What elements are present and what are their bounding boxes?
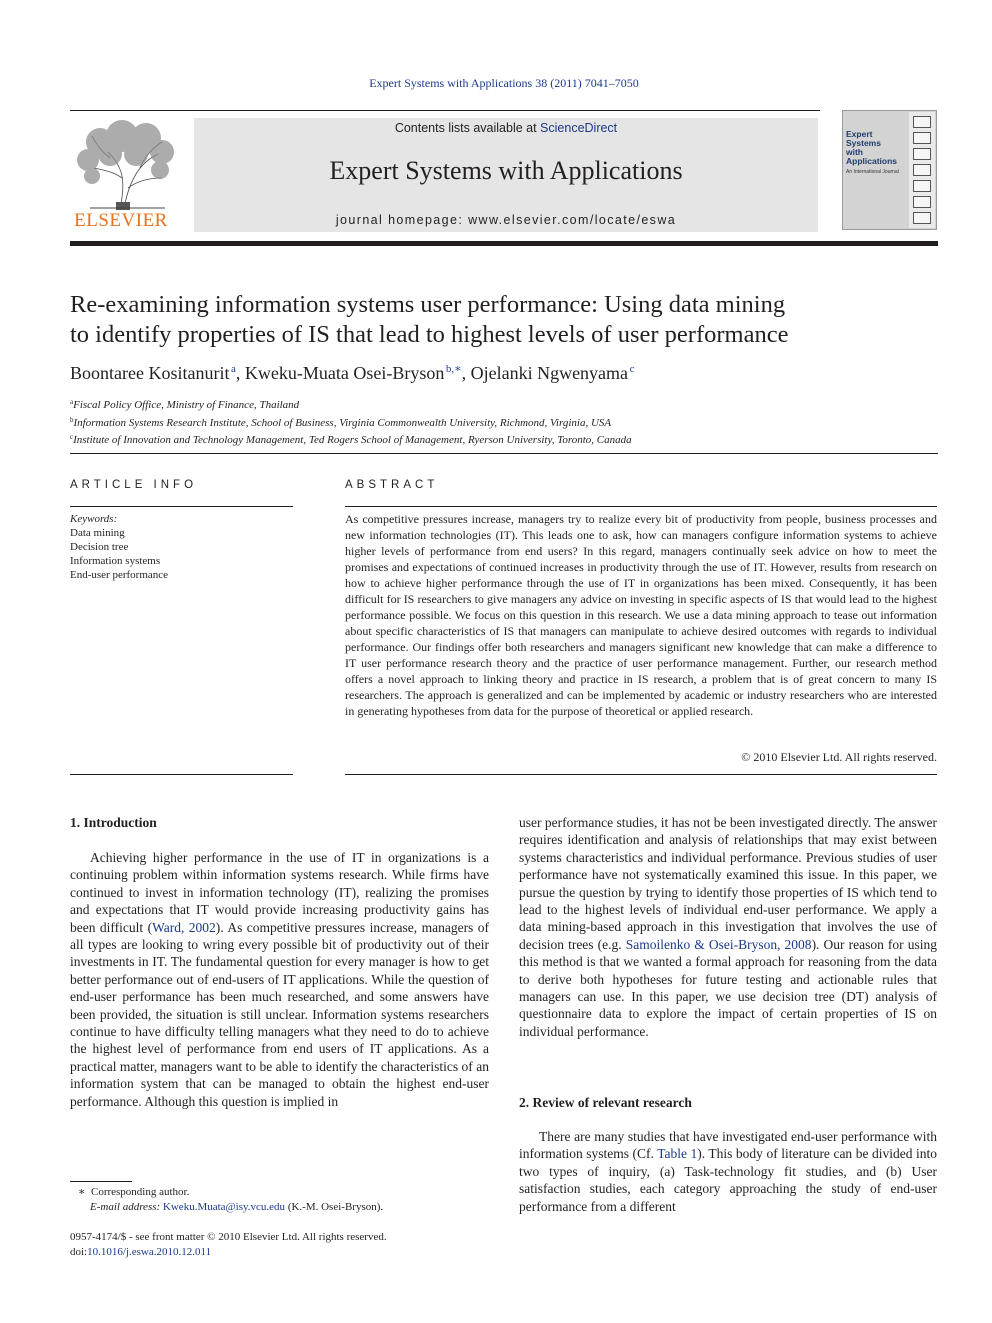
body-column-right-section2 xyxy=(519,1128,937,1215)
cover-pictogram-icon xyxy=(913,132,931,144)
cover-pictogram-icon xyxy=(913,196,931,208)
keyword: End-user performance xyxy=(70,569,169,581)
affiliation-item xyxy=(70,413,938,431)
affiliation-item xyxy=(70,395,938,413)
cover-pictogram-icon xyxy=(913,212,931,224)
abstract-rule xyxy=(345,506,937,507)
paragraph-text: ). Our reason for using this method is that we wanted a formal approach for reasoning from the data to derive both hypotheses for future testing and actionable rules that managers can use. In this paper, we use decision tree (DT) analysis of questionnaire data to explore the impact of certain properties of IS on individual performance. xyxy=(519,936,937,1039)
citation-link[interactable]: Samoilenko & Osei-Bryson, 2008 xyxy=(625,936,812,952)
keywords-label: Keywords: xyxy=(70,513,118,525)
table-reference-link[interactable]: Table 1 xyxy=(657,1146,698,1162)
journal-title: Expert Systems with Applications xyxy=(329,156,683,185)
affiliation-marker: b xyxy=(70,415,74,424)
doi-label: doi: xyxy=(70,1245,88,1258)
email-label: E-mail address: xyxy=(90,1201,161,1213)
keyword: Decision tree xyxy=(70,541,129,553)
cover-pictogram-icon xyxy=(913,116,931,128)
cover-title-line: Systems xyxy=(846,138,881,148)
article-info-heading: ARTICLE INFO xyxy=(70,479,198,491)
article-info-rule xyxy=(70,506,293,507)
corresponding-author-footnote xyxy=(70,1185,490,1215)
paragraph xyxy=(70,849,489,1110)
journal-cover-subtitle: An International Journal xyxy=(846,169,899,175)
affiliation-text: Information Systems Research Institute, School of Business, Virginia Commonwealth University, Richmond, Virginia, USA xyxy=(73,416,612,429)
cover-title-line: Applications xyxy=(846,156,898,166)
paragraph xyxy=(519,814,937,1040)
journal-homepage[interactable]: journal homepage: www.elsevier.com/locate/eswa xyxy=(335,213,677,227)
author-name: Kweku-Muata Osei-Bryson xyxy=(244,363,445,383)
author-affiliation-marker[interactable]: c xyxy=(629,363,635,375)
title-line: to identify properties of IS that lead to highest levels of user performance xyxy=(70,321,789,348)
abstract-heading: ABSTRACT xyxy=(345,479,439,491)
body-column-left xyxy=(70,849,489,1110)
contents-available-line xyxy=(194,121,818,135)
title-line: Re-examining information systems user performance: Using data mining xyxy=(70,291,786,318)
keyword: Information systems xyxy=(70,555,161,567)
elsevier-wordmark: ELSEVIER xyxy=(74,210,168,231)
footnote-corresponding: Corresponding author. xyxy=(90,1186,190,1198)
doi-link[interactable]: 10.1016/j.eswa.2010.12.011 xyxy=(87,1245,212,1258)
paragraph xyxy=(519,1128,937,1215)
paragraph-text: user performance studies, it has not be been investigated directly. The answer requires identification and analysis of relationships that may exist between systems characteristics and individual performance. Previous studies of user performance have not systematically examined this issue. In this paper, we pursue the question by trying to identify those properties of IS which tend to lead to the highest levels of individual end-user performance. We apply a data mining-based approach in this investigation that involves the use of decision trees (e.g. xyxy=(519,815,937,952)
affiliation-marker: a xyxy=(70,398,74,406)
keyword: Data mining xyxy=(70,527,125,539)
cover-title-line: Expert xyxy=(846,129,873,139)
paragraph-text: Achieving higher performance in the use of IT in organizations is a continuing problem within information systems research. While firms have continued to invest in information technology (IT), realizing the promises and expectations that IT would provide increasing productivity gains has been difficult ( xyxy=(70,850,489,935)
citation-link[interactable]: Ward, 2002 xyxy=(152,919,216,935)
journal-cover-icon-strip xyxy=(909,112,935,228)
author-separator: , xyxy=(461,363,471,383)
author-affiliation-marker[interactable]: b,∗ xyxy=(445,363,462,375)
footnote-email-line xyxy=(70,1200,490,1215)
section-divider xyxy=(70,453,938,454)
sciencedirect-link[interactable]: ScienceDirect xyxy=(540,121,618,135)
author-name: Ojelanki Ngwenyama xyxy=(470,363,629,383)
article-title xyxy=(70,290,938,350)
doi-line xyxy=(70,1245,490,1260)
email-suffix: (K.-M. Osei-Bryson). xyxy=(285,1201,384,1213)
section-heading-review: 2. Review of relevant research xyxy=(519,1095,692,1110)
cover-pictogram-icon xyxy=(913,164,931,176)
issn-line: 0957-4174/$ - see front matter © 2010 Elsevier Ltd. All rights reserved. xyxy=(70,1231,387,1243)
footnote-rule xyxy=(70,1181,132,1182)
contents-prefix: Contents lists available at xyxy=(394,121,541,135)
affiliation-marker: c xyxy=(70,433,74,441)
paragraph-text: There are many studies that have investigated end-user performance with information systems (Cf. xyxy=(519,1129,937,1162)
author-affiliation-marker[interactable]: a xyxy=(230,363,236,375)
affiliation-item xyxy=(70,430,938,448)
footnote-marker: ∗ xyxy=(78,1186,86,1198)
journal-reference[interactable]: Expert Systems with Applications 38 (2011) 7041–7050 xyxy=(369,76,639,90)
paragraph-text: ). This body of literature can be divided into two types of inquiry, (a) Task-technology fit studies, and (b) User satisfaction studies, each category approaching the study of end-user performance from a different xyxy=(519,1146,937,1214)
journal-cover-title xyxy=(846,130,910,166)
affiliations xyxy=(70,395,938,448)
author-list xyxy=(70,362,938,384)
footnote-line xyxy=(70,1185,490,1200)
paragraph-text: ). As competitive pressures increase, managers of all types are looking to wring every possible bit of productivity out of their investments in IT. The fundamental question for every manager is how to get better performance out of end-users of IT applications. While the question of end-user performance has been much researched, and some answers have been provided, the situation is still unclear. Information systems researchers continue to have difficulty telling managers what they need to do to achieve the highest level of performance from end users of IT applications. As a practical matter, managers want to be able to identify the characteristics of an information system that can be managed to obtain the highest end-user performance. Although this question is implied in xyxy=(70,919,489,1109)
author-separator: , xyxy=(235,363,245,383)
header-top-rule xyxy=(70,110,820,111)
cover-pictogram-icon xyxy=(913,180,931,192)
front-matter-info xyxy=(70,1230,490,1259)
cover-pictogram-icon xyxy=(913,148,931,160)
author-name: Boontaree Kositanurit xyxy=(70,363,230,383)
abstract-text: As competitive pressures increase, managers try to realize every bit of productivity from people, business processes and new information technologies (IT). This leads one to ask, how can managers configure information systems to achieve higher levels of performance from end users? In this regard, managers continually seek advice on how to meet the promises and expectations of continued increases in productivity through the use of IT. However, results from research on how to achieve higher performance through the use of IT in organizations has been mixed. Consequently, it has been difficult for IS researchers to give managers any advice on investing in specific aspects of IS that would lead to the highest performance possible. We focus on this question in this research. We use a data mining approach to tease out information about specific characteristics of IS that managers can manipulate to achieve desired outcomes with regards to individual performance. Our findings offer both researchers and managers significant new knowledge that can make a difference to IT user performance research theory and the practice of user performance management. Further, our research method offers a novel approach to linking theory and practice in IS research, a problem that is of great concern to many IS researchers. The approach is generalized and can be implemented by academic or industry researchers who are interested in generating hypotheses from data for the purpose of theoretical or applied research. xyxy=(345,512,937,718)
affiliation-text: Institute of Innovation and Technology Management, Ted Rogers School of Management, Ryerson University, Toronto, Canada xyxy=(73,434,632,446)
body-column-right xyxy=(519,814,937,1040)
copyright-notice: © 2010 Elsevier Ltd. All rights reserved. xyxy=(741,750,937,764)
header-thick-rule xyxy=(70,241,938,246)
abstract-bottom-rule xyxy=(345,774,937,775)
email-link[interactable]: Kweku.Muata@isy.vcu.edu xyxy=(162,1201,286,1213)
affiliation-text: Fiscal Policy Office, Ministry of Finance, Thailand xyxy=(73,399,300,411)
article-info-bottom-rule xyxy=(70,774,293,775)
section-heading-introduction: 1. Introduction xyxy=(70,815,157,830)
cover-title-line: with xyxy=(846,147,863,157)
keywords-block xyxy=(70,512,292,582)
